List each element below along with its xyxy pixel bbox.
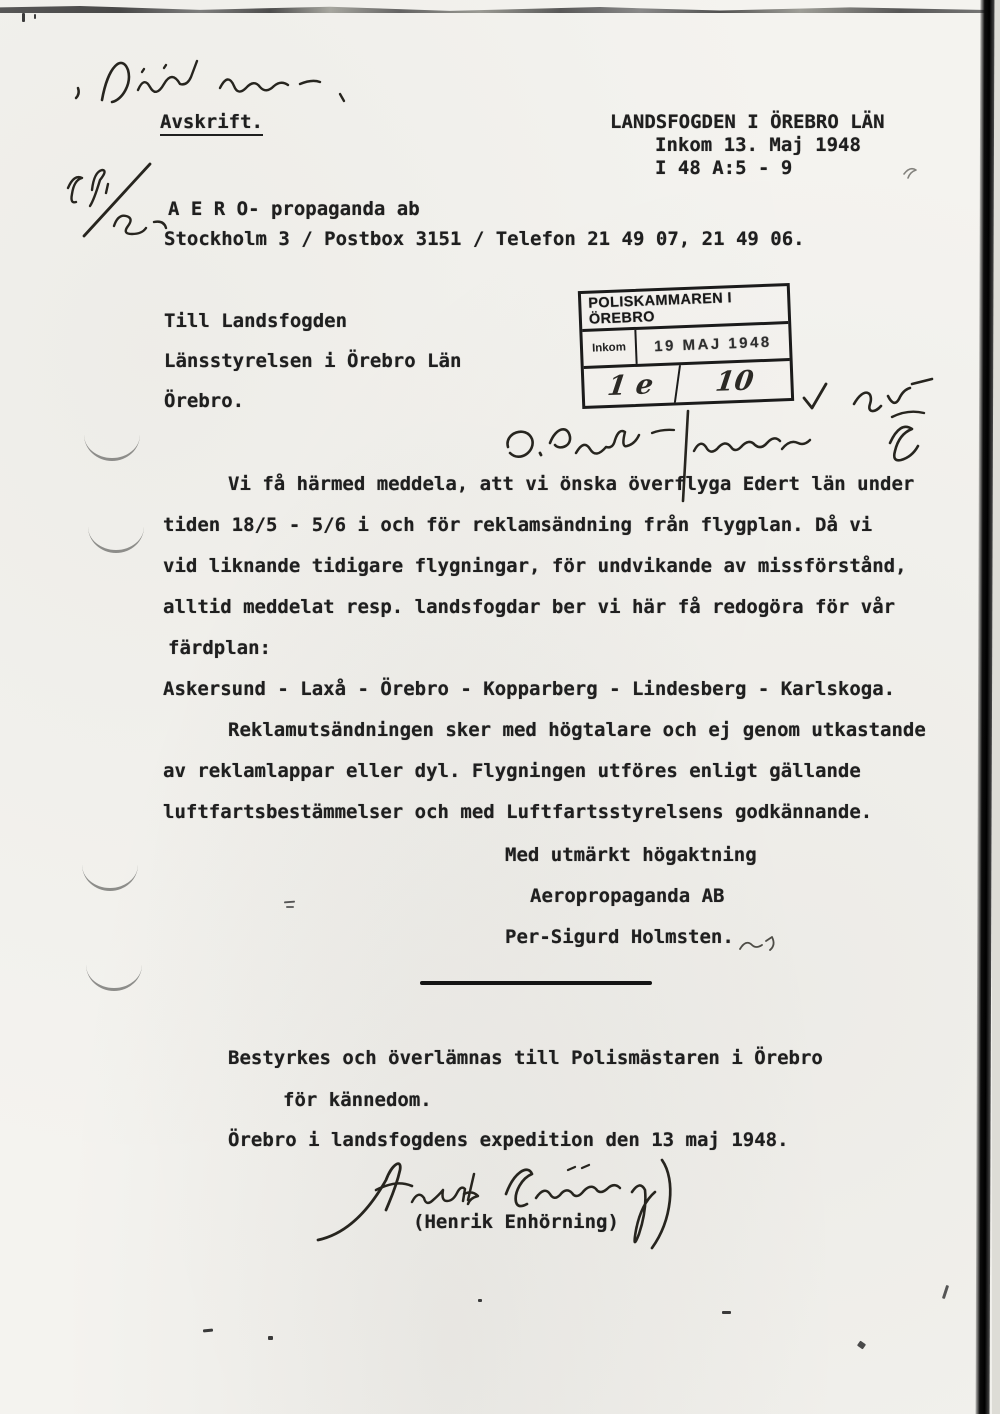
body-line: färdplan: (168, 637, 271, 659)
certification-line-2: för kännedom. (283, 1089, 432, 1111)
copy-label-text: Avskrift. (160, 111, 263, 136)
signature-handwriting (310, 1148, 730, 1256)
closing-company: Aeropropaganda AB (530, 885, 725, 907)
signature-typed-name: (Henrik Enhörning) (413, 1211, 619, 1233)
handwritten-margin-note (68, 42, 388, 114)
scan-top-edge (0, 6, 1000, 13)
scan-speck (268, 1336, 273, 1340)
body-line: av reklamlappar eller dyl. Flygningen utföres enligt gällande (163, 760, 861, 782)
scan-speck (942, 1285, 949, 1299)
punch-hole-shadow (86, 962, 142, 991)
scan-speck (857, 1341, 866, 1350)
recipient-line-3: Örebro. (164, 390, 245, 412)
separator-rule (420, 981, 652, 985)
body-line: Reklamutsändningen sker med högtalare och ej genom utkastande (228, 719, 926, 741)
certification-line-3: Örebro i landsfogdens expedition den 13 maj 1948. (228, 1129, 789, 1151)
stamp-received-label: Inkom (582, 330, 637, 366)
body-line: luftfartsbestämmelser och med Luftfartsstyrelsens godkännande. (163, 801, 873, 823)
scan-speck (203, 1328, 213, 1332)
registry-line-2: Inkom 13. Maj 1948 (655, 134, 861, 156)
punch-hole-shadow (88, 524, 144, 553)
closing-signer: Per-Sigurd Holmsten. (505, 926, 734, 948)
certification-line-1: Bestyrkes och överlämnas till Polismästaren i Örebro (228, 1047, 823, 1069)
stamp-title: POLISKAMMAREN I ÖREBRO (581, 286, 788, 332)
handwritten-initials (736, 933, 784, 959)
body-line: vid liknande tidigare flygningar, för undvikande av missförstånd, (163, 555, 907, 577)
body-line: alltid meddelat resp. landsfogdar ber vi här få redogöra för vår (163, 596, 896, 618)
copy-label (160, 110, 263, 134)
scan-speck (722, 1311, 731, 1314)
stamp-handwritten-right: 10 (713, 365, 756, 398)
ink-smudge (896, 158, 926, 182)
stamp-date: 19 MAJ 1948 (653, 333, 773, 355)
stamp-handwritten-left: 1 e (582, 365, 681, 406)
punch-hole-shadow (82, 862, 138, 891)
body-line: tiden 18/5 - 5/6 i och för reklamsändning från flygplan. Då vi (163, 514, 873, 536)
pencil-mark (286, 906, 294, 908)
scan-speck (478, 1299, 482, 1302)
sender-address: Stockholm 3 / Postbox 3151 / Telefon 21 49 07, 21 49 06. (164, 228, 805, 250)
sender-name: A E R O- propaganda ab (168, 198, 420, 220)
body-line: Vi få härmed meddela, att vi önska överflyga Edert län under (228, 473, 915, 495)
body-line: Askersund - Laxå - Örebro - Kopparberg - Lindesberg - Karlskoga. (163, 678, 896, 700)
police-received-stamp (578, 283, 794, 409)
scan-speck (34, 14, 36, 19)
pencil-mark (284, 901, 295, 904)
recipient-line-1: Till Landsfogden (164, 310, 348, 332)
scan-speck (22, 13, 25, 22)
recipient-line-2: Länsstyrelsen i Örebro Län (164, 350, 462, 372)
registry-line-1: LANDSFOGDEN I ÖREBRO LÄN (610, 111, 885, 133)
registry-line-3: I 48 A:5 - 9 (655, 157, 793, 179)
closing-salutation: Med utmärkt högaktning (505, 844, 757, 866)
punch-hole-shadow (84, 432, 140, 461)
